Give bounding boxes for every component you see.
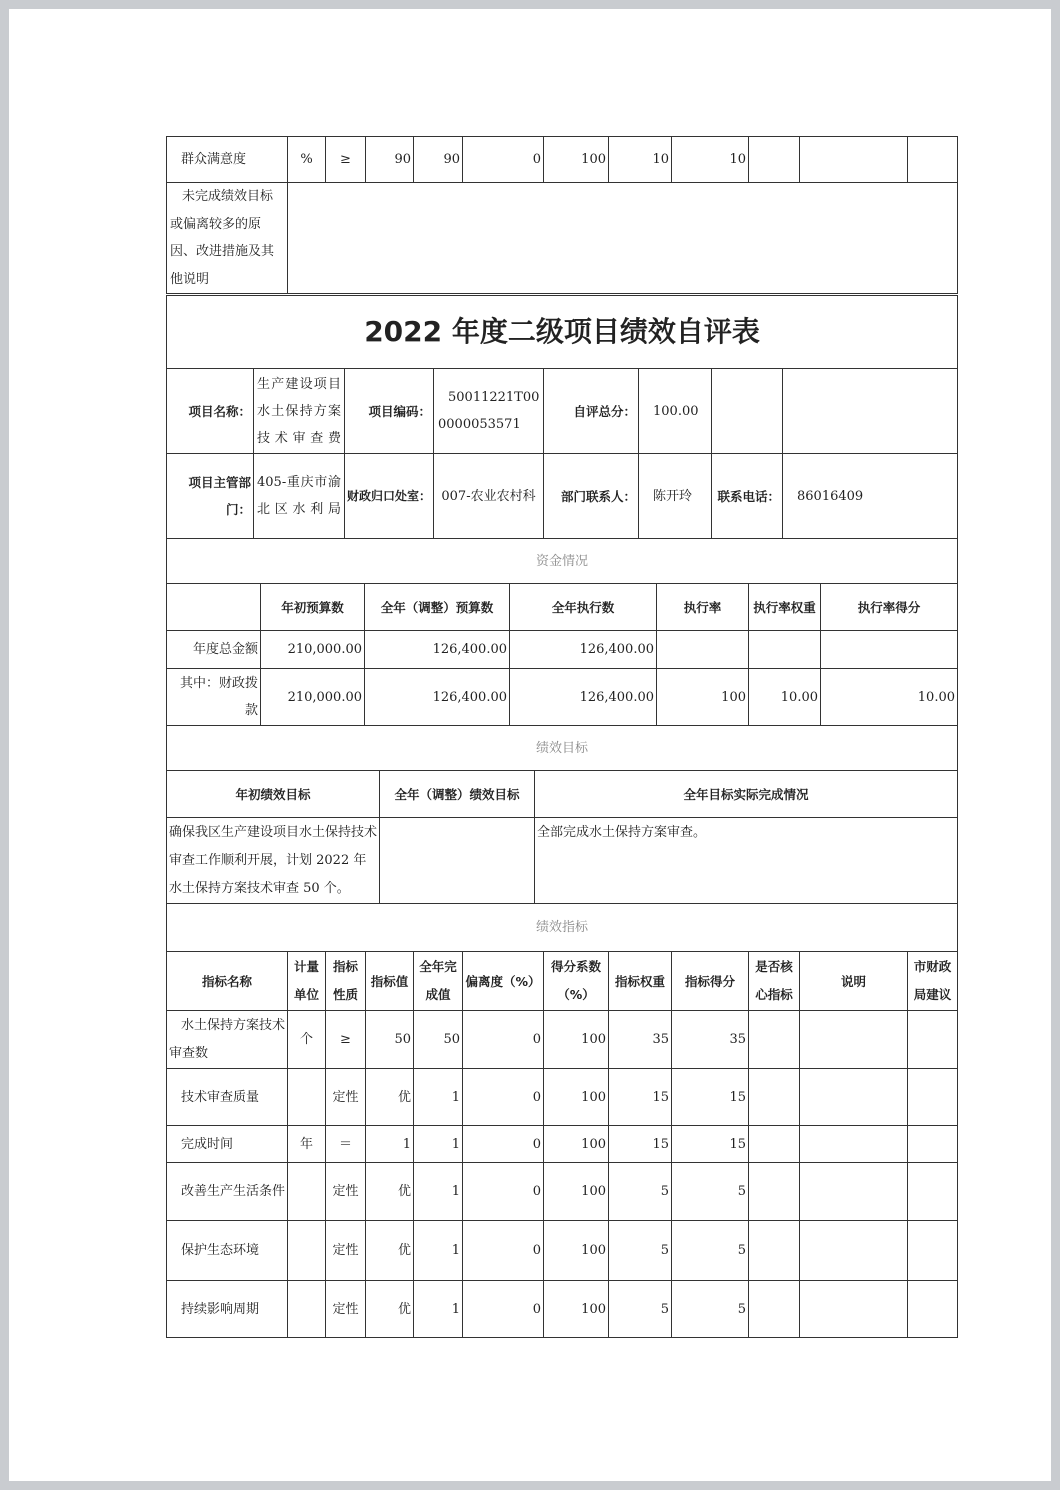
indicator-header: 指标值 (366, 952, 414, 1011)
indicator-coef: 100 (544, 1163, 609, 1221)
project-info-row (167, 369, 958, 454)
indicator-coef: 100 (544, 1281, 609, 1338)
goals-actual: 全部完成水土保持方案审查。 (535, 818, 958, 904)
indicator-actual: 1 (414, 1069, 463, 1126)
phone-label: 联系电话： (712, 454, 783, 539)
indicator-actual: 1 (414, 1281, 463, 1338)
indicator-deviation: 0 (463, 1221, 544, 1281)
indicator-actual: 90 (414, 137, 463, 183)
indicator-row (167, 1221, 958, 1281)
indicator-actual: 50 (414, 1011, 463, 1069)
indicator-score: 5 (672, 1221, 749, 1281)
self-score: 100.00 (639, 369, 712, 454)
dept: 405-重庆市渝北区水利局 (254, 454, 345, 539)
indicator-score: 15 (672, 1126, 749, 1163)
project-name-label: 项目名称： (167, 369, 254, 454)
satisfaction-row (167, 137, 958, 183)
notes-content (288, 183, 958, 294)
notes-label: 未完成绩效目标或偏离较多的原因、改进措施及其他说明 (167, 183, 288, 294)
funds-header: 年初预算数 (261, 584, 365, 631)
indicator-value: 优 (366, 1163, 414, 1221)
goals-adjusted (380, 818, 535, 904)
indicator-value: 优 (366, 1221, 414, 1281)
indicator-actual: 1 (414, 1126, 463, 1163)
indicator-deviation: 0 (463, 1163, 544, 1221)
indicator-row (167, 1069, 958, 1126)
indicator-row (167, 1011, 958, 1069)
contact: 陈开玲 (639, 454, 712, 539)
indicator-deviation: 0 (463, 1126, 544, 1163)
indicator-score: 5 (672, 1163, 749, 1221)
finance-office-label: 财政归口处室： (345, 454, 434, 539)
indicator-value: 50 (366, 1011, 414, 1069)
funds-adjusted: 126,400.00 (365, 631, 510, 669)
indicator-header: 说明 (800, 952, 908, 1011)
indicator-name: 水土保持方案技术审查数 (167, 1011, 288, 1069)
self-score-label: 自评总分： (544, 369, 639, 454)
indicator-deviation: 0 (463, 137, 544, 183)
indicator-name: 改善生产生活条件 (167, 1163, 288, 1221)
indicator-header: 计量单位 (288, 952, 326, 1011)
project-code: 50011221T000000053571 (434, 369, 544, 454)
indicators-header-row (167, 952, 958, 1011)
indicator-score: 15 (672, 1069, 749, 1126)
indicator-value: 优 (366, 1281, 414, 1338)
indicator-nature: ≥ (326, 1011, 366, 1069)
goals-section-title: 绩效目标 (167, 726, 958, 771)
indicator-name: 完成时间 (167, 1126, 288, 1163)
main-header-table (166, 295, 958, 584)
project-code-label: 项目编码： (345, 369, 434, 454)
funds-header-row (167, 584, 958, 631)
goals-header: 全年目标实际完成情况 (535, 771, 958, 818)
indicator-name: 持续影响周期 (167, 1281, 288, 1338)
indicator-row (167, 1163, 958, 1221)
indicator-weight: 15 (609, 1069, 672, 1126)
indicator-weight: 10 (609, 137, 672, 183)
indicator-weight: 5 (609, 1221, 672, 1281)
project-name: 生产建设项目水土保持方案技术审查费 (254, 369, 345, 454)
indicator-name: 群众满意度 (167, 137, 288, 183)
indicator-header: 得分系数（%） (544, 952, 609, 1011)
top-continuation-table (166, 136, 958, 294)
indicator-value: 90 (366, 137, 414, 183)
funds-score: 10.00 (821, 669, 958, 726)
goals-header: 年初绩效目标 (167, 771, 380, 818)
indicator-unit (288, 1069, 326, 1126)
funds-adjusted: 126,400.00 (365, 669, 510, 726)
indicators-table (166, 951, 958, 1338)
funds-executed: 126,400.00 (510, 631, 657, 669)
indicator-nature: 定性 (326, 1221, 366, 1281)
indicator-actual: 1 (414, 1221, 463, 1281)
indicator-coef: 100 (544, 1221, 609, 1281)
funds-header: 执行率得分 (821, 584, 958, 631)
indicator-coef: 100 (544, 1011, 609, 1069)
indicator-unit: % (288, 137, 326, 183)
funds-initial: 210,000.00 (261, 631, 365, 669)
indicator-weight: 15 (609, 1126, 672, 1163)
indicator-weight: 35 (609, 1011, 672, 1069)
funds-row-label: 年度总金额 (167, 631, 261, 669)
dept-info-row (167, 454, 958, 539)
indicator-header: 指标性质 (326, 952, 366, 1011)
goals-header: 全年（调整）绩效目标 (380, 771, 535, 818)
indicator-row (167, 1126, 958, 1163)
indicator-value: 1 (366, 1126, 414, 1163)
goals-table (166, 770, 958, 952)
indicator-deviation: 0 (463, 1011, 544, 1069)
funds-executed: 126,400.00 (510, 669, 657, 726)
funds-rate (657, 631, 749, 669)
indicator-weight: 5 (609, 1163, 672, 1221)
indicator-coef: 100 (544, 1069, 609, 1126)
indicator-value: 优 (366, 1069, 414, 1126)
indicator-deviation: 0 (463, 1281, 544, 1338)
funds-score (821, 631, 958, 669)
indicator-actual: 1 (414, 1163, 463, 1221)
goals-initial: 确保我区生产建设项目水土保持技术审查工作顺利开展，计划 2022 年水土保持方案技术审查 50 个。 (167, 818, 380, 904)
goals-content-row (167, 818, 958, 904)
indicator-nature: 定性 (326, 1069, 366, 1126)
phone: 86016409 (783, 454, 958, 539)
indicator-header: 全年完成值 (414, 952, 463, 1011)
indicator-score: 10 (672, 137, 749, 183)
indicator-nature: 定性 (326, 1281, 366, 1338)
indicator-coef: 100 (544, 137, 609, 183)
funds-row (167, 669, 958, 726)
indicator-row (167, 1281, 958, 1338)
indicator-header: 偏离度（%） (463, 952, 544, 1011)
indicator-header: 市财政局建议 (908, 952, 958, 1011)
indicator-unit: 个 (288, 1011, 326, 1069)
indicator-nature: 定性 (326, 1163, 366, 1221)
dept-label: 项目主管部门： (167, 454, 254, 539)
contact-label: 部门联系人： (544, 454, 639, 539)
indicator-weight: 5 (609, 1281, 672, 1338)
finance-office: 007-农业农村科 (434, 454, 544, 539)
indicator-unit (288, 1221, 326, 1281)
indicator-name: 保护生态环境 (167, 1221, 288, 1281)
funds-initial: 210,000.00 (261, 669, 365, 726)
funds-header: 执行率 (657, 584, 749, 631)
indicator-unit (288, 1163, 326, 1221)
funds-table (166, 583, 958, 771)
funds-header: 全年（调整）预算数 (365, 584, 510, 631)
funds-weight (749, 631, 821, 669)
funds-rate: 100 (657, 669, 749, 726)
funds-header: 执行率权重 (749, 584, 821, 631)
indicator-header: 指标权重 (609, 952, 672, 1011)
indicator-header: 指标得分 (672, 952, 749, 1011)
funds-row-label: 其中：财政拨款 (167, 669, 261, 726)
indicator-unit: 年 (288, 1126, 326, 1163)
indicator-coef: 100 (544, 1126, 609, 1163)
indicator-deviation: 0 (463, 1069, 544, 1126)
funds-weight: 10.00 (749, 669, 821, 726)
indicator-header: 指标名称 (167, 952, 288, 1011)
page-title: 2022 年度二级项目绩效自评表 (167, 296, 958, 369)
notes-row (167, 183, 958, 294)
indicator-score: 5 (672, 1281, 749, 1338)
indicator-score: 35 (672, 1011, 749, 1069)
indicator-nature: ＝ (326, 1126, 366, 1163)
funds-header: 全年执行数 (510, 584, 657, 631)
indicator-nature: ≥ (326, 137, 366, 183)
funds-section-title: 资金情况 (167, 539, 958, 584)
indicator-name: 技术审查质量 (167, 1069, 288, 1126)
goals-header-row (167, 771, 958, 818)
indicators-section-title: 绩效指标 (167, 904, 958, 952)
indicator-unit (288, 1281, 326, 1338)
funds-row (167, 631, 958, 669)
indicator-header: 是否核心指标 (749, 952, 800, 1011)
